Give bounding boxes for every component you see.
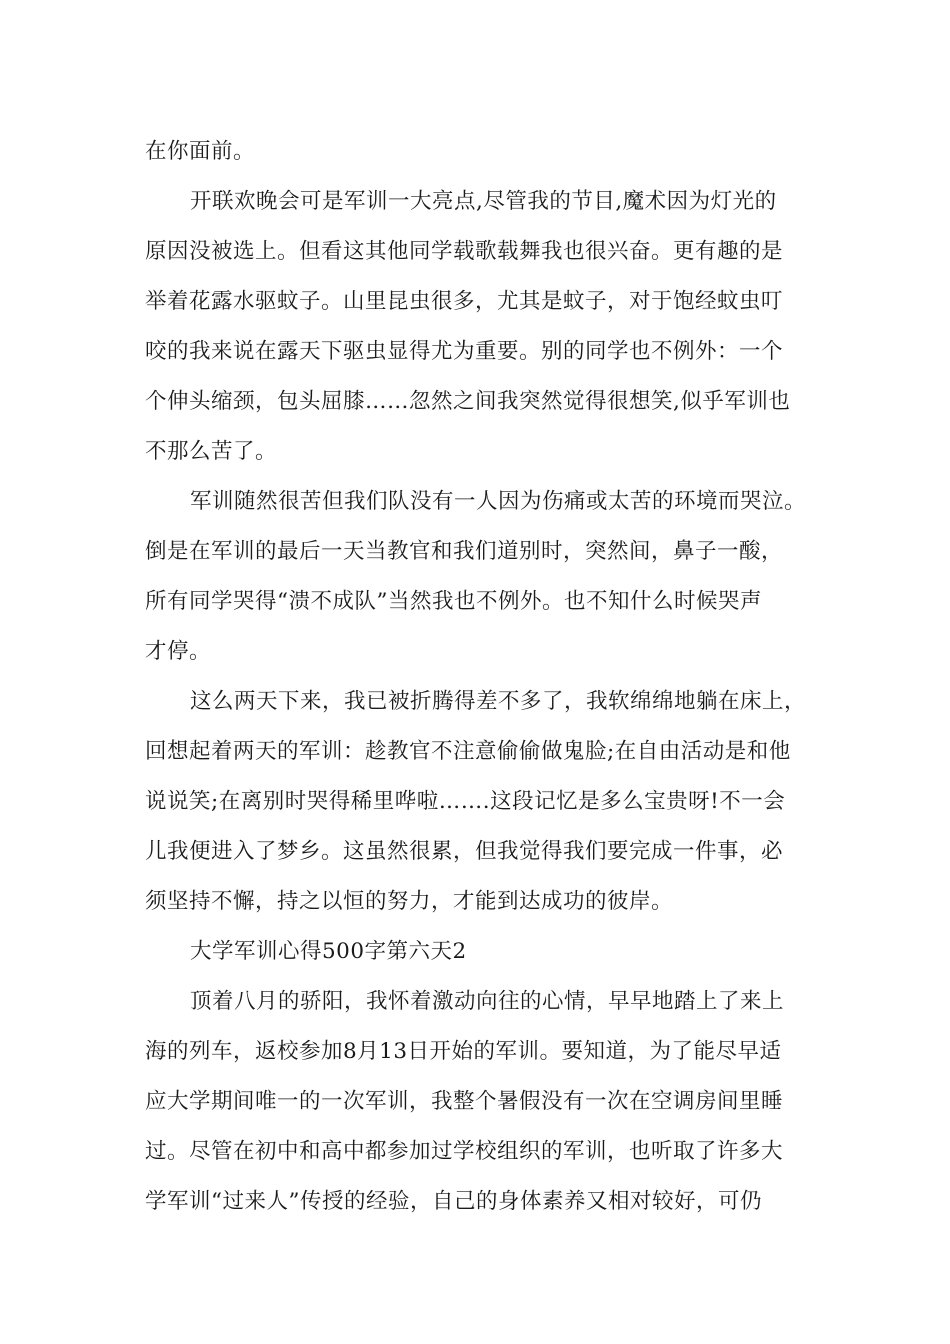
text-line: 学军训“过来人”传授的经验，自己的身体素养又相对较好，可仍 xyxy=(145,1189,762,1214)
text-line: 倒是在军训的最后一天当教官和我们道别时，突然间，鼻子一酸， xyxy=(145,539,784,564)
text-line: 不那么苦了。 xyxy=(145,439,278,464)
text-line: 原因没被选上。但看这其他同学载歌载舞我也很兴奋。更有趣的是 xyxy=(145,239,784,264)
text-line: 说说笑;在离别时哭得稀里哗啦…….这段记忆是多么宝贵呀!不一会 xyxy=(145,789,786,814)
text-line: 海的列车，返校参加8月13日开始的军训。要知道，为了能尽早适 xyxy=(145,1039,782,1064)
paragraph-start-line: 开联欢晚会可是军训一大亮点,尽管我的节目,魔术因为灯光的 xyxy=(190,189,777,214)
text-line: 咬的我来说在露天下驱虫显得尤为重要。别的同学也不例外：一个 xyxy=(145,339,784,364)
paragraph-start-line: 军训随然很苦但我们队没有一人因为伤痛或太苦的环境而哭泣。 xyxy=(190,489,807,514)
text-line: 过。尽管在初中和高中都参加过学校组织的军训，也听取了许多大 xyxy=(145,1139,784,1164)
text-line: 所有同学哭得“溃不成队”当然我也不例外。也不知什么时候哭声 xyxy=(145,589,762,614)
text-line: 举着花露水驱蚊子。山里昆虫很多，尤其是蚊子，对于饱经蚊虫叮 xyxy=(145,289,784,314)
text-line: 回想起着两天的军训：趁教官不注意偷偷做鬼脸;在自由活动是和他 xyxy=(145,739,791,764)
text-line: 儿我便进入了梦乡。这虽然很累，但我觉得我们要完成一件事，必 xyxy=(145,839,784,864)
paragraph-start-line: 顶着八月的骄阳，我怀着激动向往的心情，早早地踏上了来上 xyxy=(190,989,785,1014)
text-line: 才停。 xyxy=(145,639,212,664)
text-line: 须坚持不懈，持之以恒的努力，才能到达成功的彼岸。 xyxy=(145,889,674,914)
text-line: 在你面前。 xyxy=(145,139,256,164)
text-line: 个伸头缩颈，包头屈膝……忽然之间我突然觉得很想笑,似乎军训也 xyxy=(145,389,791,414)
text-line: 应大学期间唯一的一次军训，我整个暑假没有一次在空调房间里睡 xyxy=(145,1089,784,1114)
section-heading: 大学军训心得500字第六天2 xyxy=(190,939,467,964)
paragraph-start-line: 这么两天下来，我已被折腾得差不多了，我软绵绵地躺在床上， xyxy=(190,689,807,714)
